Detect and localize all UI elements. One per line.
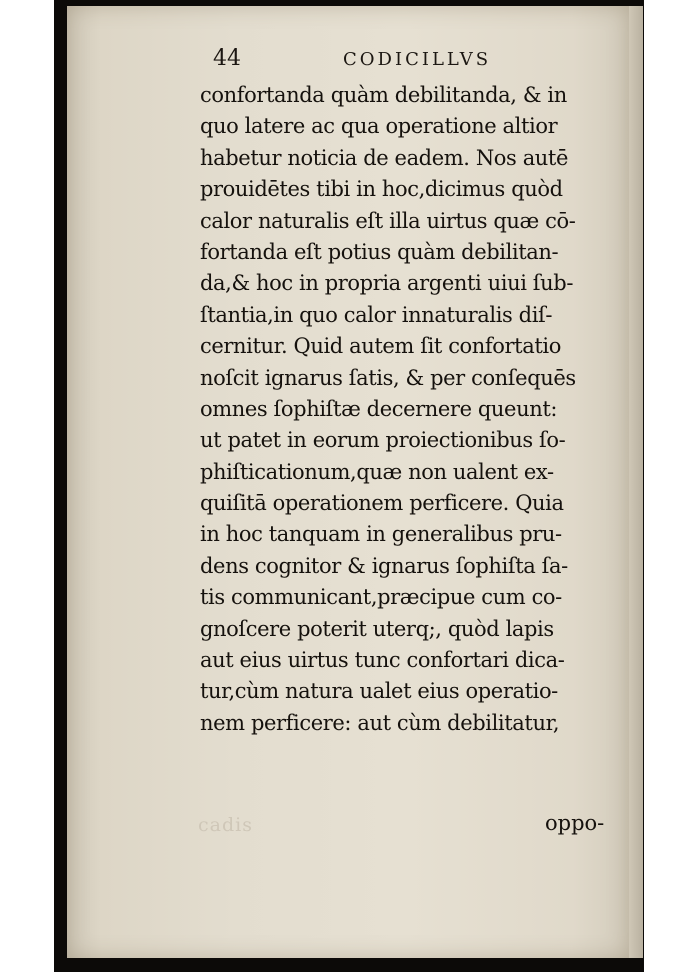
page-number: 44 <box>213 46 241 71</box>
text-line: prouidētes tibi in hoc,dicimus quòd <box>200 177 563 202</box>
text-line: quiſitā operationem perficere. Quia <box>200 491 564 516</box>
text-line: in hoc tanquam in generalibus pru- <box>200 522 562 547</box>
page-header <box>213 46 543 76</box>
text-line: confortanda quàm debilitanda, & in <box>200 83 567 107</box>
text-line: phiſticationum,quæ non ualent ex- <box>200 459 554 484</box>
running-head: CODICILLVS <box>343 49 492 70</box>
text-line: aut eius uirtus tunc confortari dica- <box>200 648 565 673</box>
text-line: gnoſcere poterit uterq;, quòd lapis <box>200 616 554 641</box>
text-line: ut patet in eorum proiectionibus ſo- <box>200 428 566 453</box>
text-line: ſtantia,in quo calor innaturalis diſ- <box>200 302 553 327</box>
text-line: cernitur. Quid autem ſit confortatio <box>200 334 561 359</box>
catchword: oppo- <box>545 811 605 835</box>
body-text <box>200 80 630 739</box>
text-line: da,& hoc in propria argenti uiui ſub- <box>200 271 574 296</box>
text-line: dens cognitor & ignarus ſophiſta ſa- <box>200 553 568 578</box>
text-line: nem perficere: aut cùm debilitatur, <box>200 710 560 735</box>
text-line: noſcit ignarus ſatis, & per conſequēs <box>200 365 576 390</box>
text-line: tis communicant,præcipue cum co- <box>200 585 562 610</box>
text-line: fortanda eſt potius quàm debilitan- <box>200 239 559 264</box>
text-line: omnes ſophiſtæ decernere queunt: <box>200 396 558 421</box>
text-line: tur,cùm natura ualet eius operatio- <box>200 679 558 704</box>
text-line: calor naturalis eſt illa uirtus quæ cō- <box>200 208 576 233</box>
text-line: habetur noticia de eadem. Nos autē <box>200 145 568 170</box>
text-line: quo latere ac qua operatione altior <box>200 114 558 139</box>
show-through-text: cadis <box>198 814 253 836</box>
page-fore-edge <box>629 6 643 958</box>
